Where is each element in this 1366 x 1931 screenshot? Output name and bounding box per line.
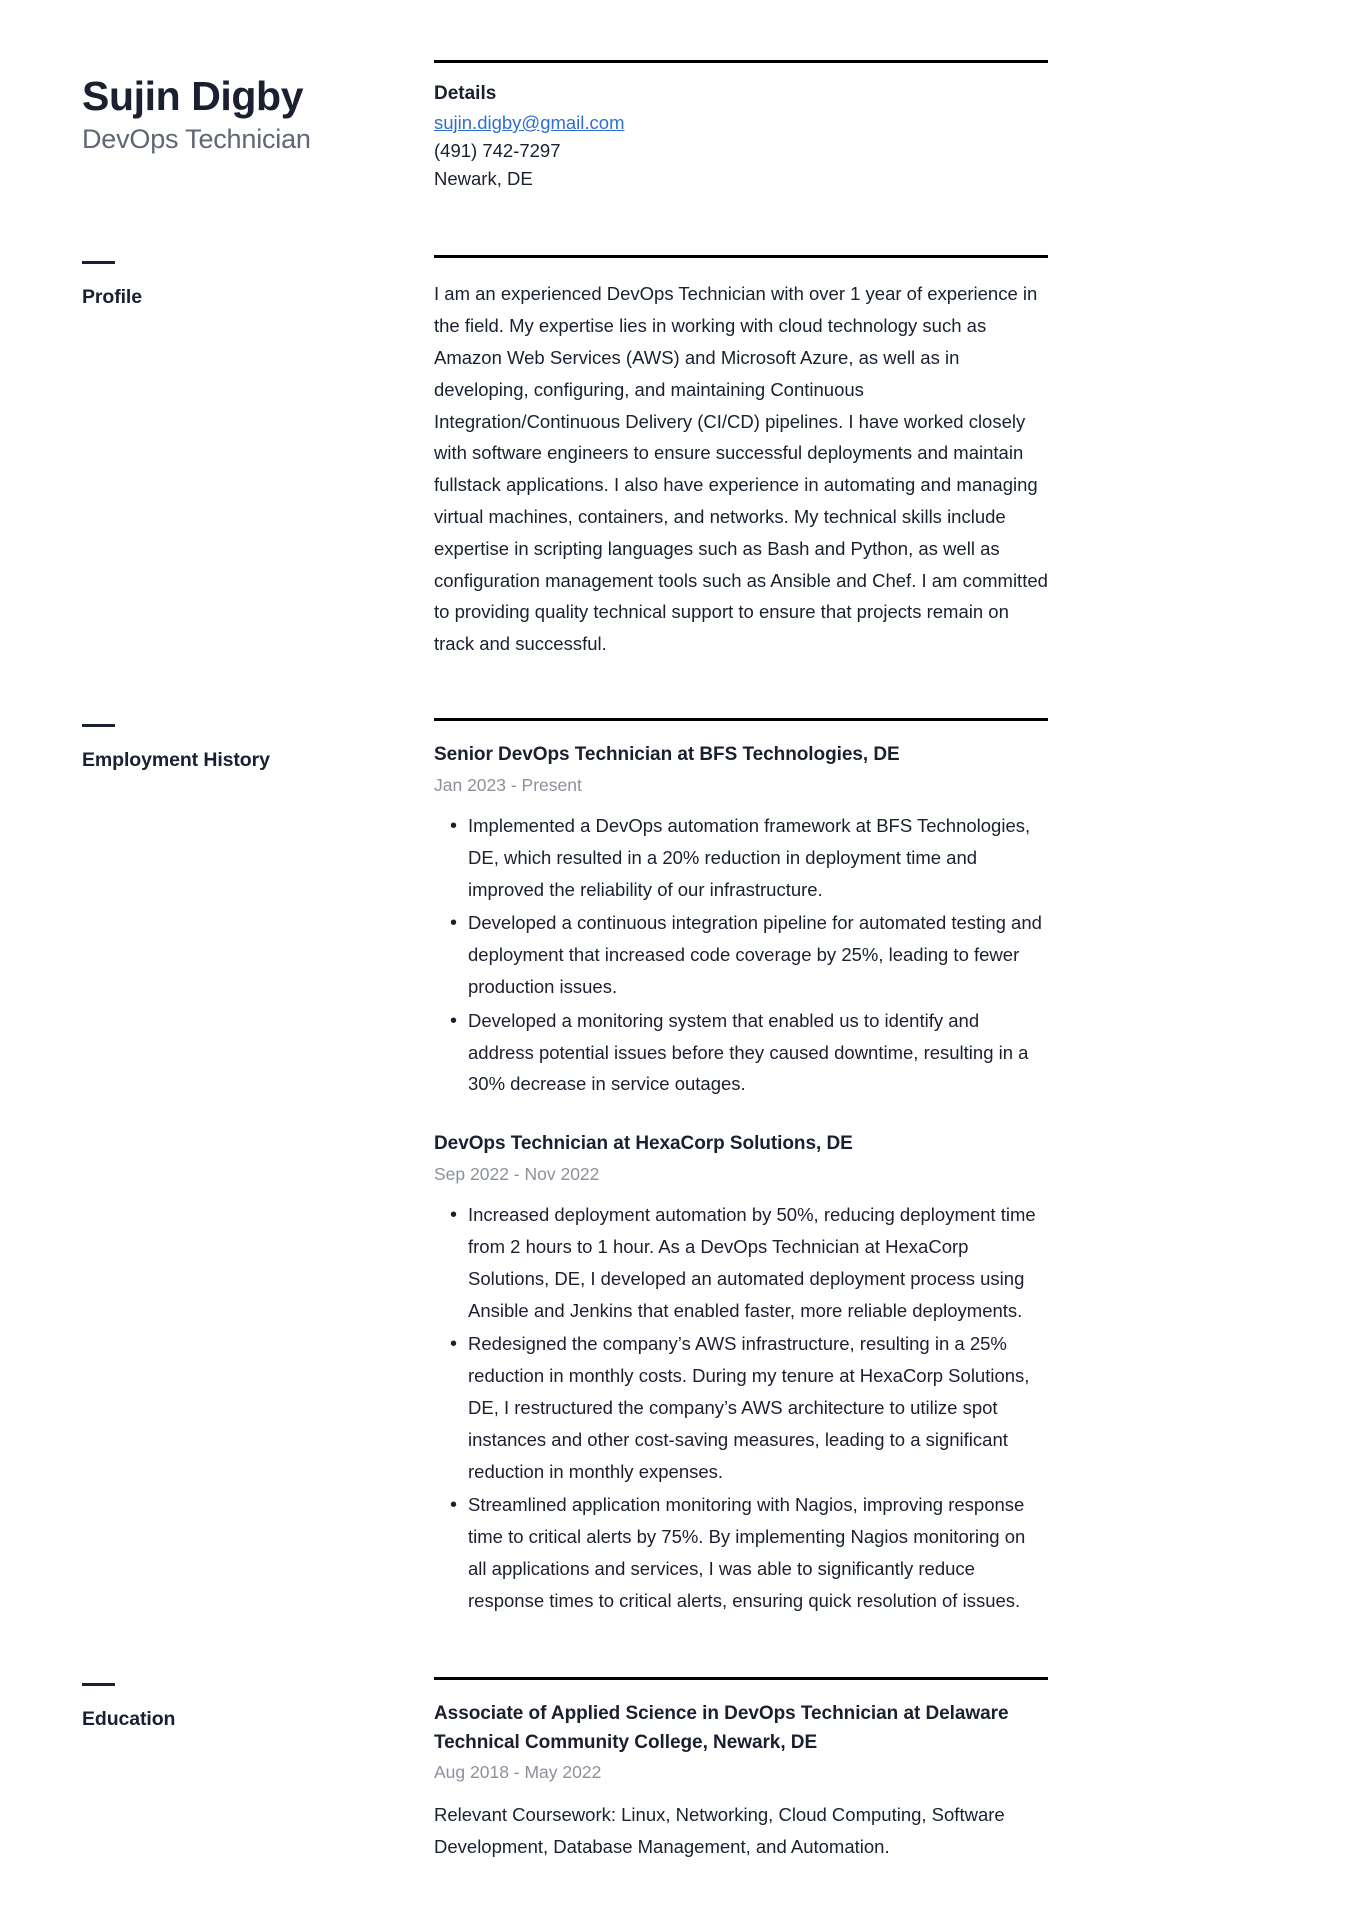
phone-text: (491) 742-7297	[434, 140, 561, 162]
profile-label: Profile	[82, 286, 142, 309]
employment-entry-bullets	[434, 1199, 1048, 1617]
profile-body	[434, 255, 1048, 660]
education-entry	[434, 1700, 1048, 1863]
email-link[interactable]: sujin.digby@gmail.com	[434, 112, 625, 133]
education-label: Education	[82, 1707, 176, 1730]
list-item: • Implemented a DevOps automation framework at BFS Technologies, DE, which resulted in a 20% reduction in deployment time and improved the reliability of our infrastructure.	[434, 810, 1048, 905]
employment-entry-bullets	[434, 810, 1048, 1100]
spacer	[82, 676, 1048, 718]
list-item: • Developed a monitoring system that enabled us to identify and address potential issues before they caused downtime, resulting in a 30% decrease in service outages.	[434, 1005, 1048, 1100]
education-body	[434, 1677, 1048, 1863]
education-entry-date: Aug 2018 - May 2022	[434, 1762, 602, 1783]
job-title-subtitle: DevOps Technician	[82, 123, 311, 154]
employment-label-col	[82, 718, 434, 772]
employment-section	[82, 718, 1048, 1619]
profile-label-rule	[82, 261, 115, 264]
employment-entry	[434, 1130, 1048, 1616]
page-title: Sujin Digby	[82, 73, 304, 119]
header	[82, 60, 1048, 193]
profile-section	[82, 255, 1048, 660]
list-item: • Increased deployment automation by 50%, reducing deployment time from 2 hours to 1 hour. As a DevOps Technician at HexaCorp Solutions, DE, I developed an automated deployment process using Ansible and Jenkins that enabled faster, more reliable deployments.	[434, 1199, 1048, 1326]
details-section	[434, 60, 1048, 193]
education-entry-title: Associate of Applied Science in DevOps Technician at Delaware Technical Community College, Newark, DE	[434, 1702, 1009, 1753]
profile-divider	[434, 255, 1048, 258]
employment-divider	[434, 718, 1048, 721]
education-entry-coursework: Relevant Coursework: Linux, Networking, Cloud Computing, Software Development, Database Management, and Automation.	[434, 1804, 1005, 1858]
list-item: • Developed a continuous integration pipeline for automated testing and deployment that increased code coverage by 25%, leading to fewer production issues.	[434, 907, 1048, 1002]
details-divider	[434, 60, 1048, 63]
details-email-row	[434, 109, 1048, 137]
employment-entry	[434, 741, 1048, 1100]
spacer	[82, 227, 1048, 255]
profile-label-col	[82, 255, 434, 309]
list-item: • Streamlined application monitoring with Nagios, improving response time to critical alerts by 75%. By implementing Nagios monitoring on all applications and services, I was able to significantly reduce response times to critical alerts, ensuring quick resolution of issues.	[434, 1489, 1048, 1616]
employment-entry-date: Sep 2022 - Nov 2022	[434, 1164, 600, 1185]
details-heading: Details	[434, 83, 497, 104]
education-label-col	[82, 1677, 434, 1731]
employment-entry-date: Jan 2023 - Present	[434, 774, 582, 795]
profile-paragraph: I am an experienced DevOps Technician with over 1 year of experience in the field. My expertise lies in working with cloud technology such as Amazon Web Services (AWS) and Microsoft Azure, as well as in developing, configuring, and maintaining Continuous Integration/Continuous Delivery (CI/CD) pipelines. I have worked closely with software engineers to ensure successful deployments and maintain fullstack applications. I also have experience in automating and managing virtual machines, containers, and networks. My technical skills include expertise in scripting languages such as Bash and Python, as well as configuration management tools such as Ansible and Chef. I am committed to providing quality technical support to ensure that projects remain on track and successful.	[434, 283, 1048, 655]
employment-body	[434, 718, 1048, 1619]
location-text: Newark, DE	[434, 168, 533, 190]
employment-entry-title: DevOps Technician at HexaCorp Solutions, DE	[434, 1133, 853, 1155]
employment-label-rule	[82, 724, 115, 727]
spacer	[82, 1635, 1048, 1677]
employment-entry-title: Senior DevOps Technician at BFS Technologies, DE	[434, 744, 900, 766]
education-section	[82, 1677, 1048, 1863]
employment-label: Employment History	[82, 749, 270, 772]
identity-block	[82, 60, 434, 157]
education-divider	[434, 1677, 1048, 1680]
list-item: • Redesigned the company’s AWS infrastructure, resulting in a 25% reduction in monthly costs. During my tenure at HexaCorp Solutions, DE, I restructured the company’s AWS architecture to utilize spot instances and other cost-saving measures, leading to a significant reduction in monthly expenses.	[434, 1328, 1048, 1487]
education-label-rule	[82, 1683, 115, 1686]
